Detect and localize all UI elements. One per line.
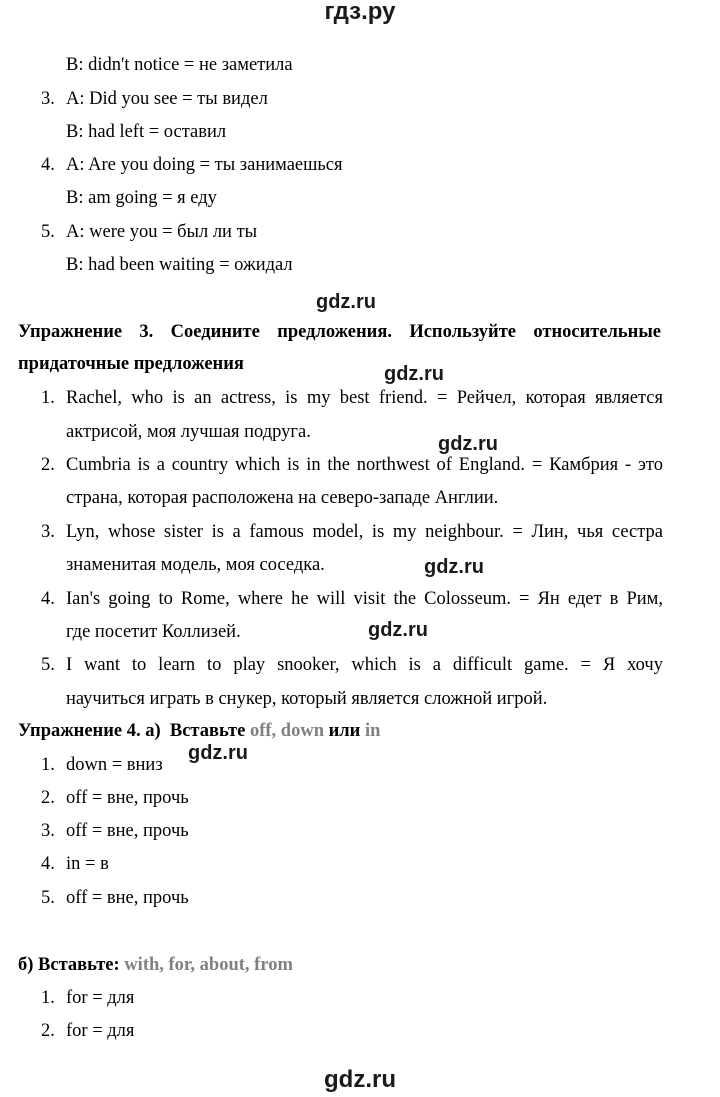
list-item: off = вне, прочь bbox=[66, 821, 189, 841]
list-item-line: знаменитая модель, моя соседка. bbox=[66, 555, 325, 575]
watermark: gdz.ru bbox=[316, 291, 376, 313]
list-item: for = для bbox=[66, 1021, 135, 1041]
list-item-prev-a-5: A: were you = был ли ты bbox=[66, 222, 258, 242]
exercise-3-heading: Упражнение 3. Соедините предложения. Используйте относительные bbox=[18, 322, 661, 342]
list-item-prev-b-2: B: didn't notice = не заметила bbox=[66, 55, 293, 75]
list-number-prev-4: 4. bbox=[41, 155, 55, 175]
list-item-line: где посетит Коллизей. bbox=[66, 622, 241, 642]
site-header: гдз.ру bbox=[324, 0, 396, 25]
list-number-prev-5: 5. bbox=[41, 222, 55, 242]
list-number: 1. bbox=[41, 755, 55, 775]
list-number: 2. bbox=[41, 1021, 55, 1041]
list-number: 5. bbox=[41, 888, 55, 908]
list-item-line: Ian's going to Rome, where he will visit the Colosseum. = Ян едет в Рим, bbox=[66, 589, 663, 609]
list-number: 2. bbox=[41, 788, 55, 808]
list-item-line: актрисой, моя лучшая подруга. bbox=[66, 422, 311, 442]
list-number: 2. bbox=[41, 455, 55, 475]
list-item: in = в bbox=[66, 854, 109, 874]
list-item: off = вне, прочь bbox=[66, 888, 189, 908]
watermark: gdz.ru bbox=[188, 742, 248, 764]
list-item-prev-b-4: B: am going = я еду bbox=[66, 188, 217, 208]
watermark: gdz.ru bbox=[424, 556, 484, 578]
list-number: 3. bbox=[41, 522, 55, 542]
heading-highlight: off, down bbox=[249, 721, 324, 741]
list-number: 1. bbox=[41, 988, 55, 1008]
list-item-line: Rachel, who is an actress, is my best friend. = Рейчел, которая является bbox=[66, 388, 663, 408]
heading-prefix: б) Вставьте: bbox=[18, 955, 125, 975]
exercise-3-heading-cont: придаточные предложения bbox=[18, 354, 244, 374]
list-item-prev-b-3: B: had left = оставил bbox=[66, 122, 227, 142]
list-number: 1. bbox=[41, 388, 55, 408]
list-number: 4. bbox=[41, 589, 55, 609]
list-number: 5. bbox=[41, 655, 55, 675]
heading-highlight: in bbox=[364, 721, 381, 741]
exercise-4b-heading bbox=[18, 954, 293, 976]
list-item-prev-a-4: A: Are you doing = ты занимаешься bbox=[66, 155, 343, 175]
list-item-line: страна, которая расположена на северо-западе Англии. bbox=[66, 488, 499, 508]
list-item-line: научиться играть в снукер, который является сложной игрой. bbox=[66, 689, 548, 709]
list-item-line: Cumbria is a country which is in the northwest of England. = Камбрия - это bbox=[66, 455, 663, 475]
watermark: gdz.ru bbox=[368, 619, 428, 641]
list-item-prev-b-5: B: had been waiting = ожидал bbox=[66, 255, 293, 275]
watermark: gdz.ru bbox=[384, 363, 444, 385]
list-item-line: Lyn, whose sister is a famous model, is my neighbour. = Лин, чья сестра bbox=[66, 522, 663, 542]
heading-prefix: Упражнение 4. а) Вставьте bbox=[18, 721, 250, 741]
list-number-prev-3: 3. bbox=[41, 89, 55, 109]
list-item-line: I want to learn to play snooker, which is a difficult game. = Я хочу bbox=[66, 655, 663, 675]
watermark-footer: gdz.ru bbox=[324, 1066, 396, 1093]
list-item: off = вне, прочь bbox=[66, 788, 189, 808]
list-item: for = для bbox=[66, 988, 135, 1008]
list-item: down = вниз bbox=[66, 755, 163, 775]
list-number: 3. bbox=[41, 821, 55, 841]
exercise-4a-heading bbox=[18, 720, 380, 742]
watermark: gdz.ru bbox=[438, 433, 498, 455]
heading-mid: или bbox=[323, 721, 365, 741]
list-item-prev-a-3: A: Did you see = ты видел bbox=[66, 89, 268, 109]
list-number: 4. bbox=[41, 854, 55, 874]
heading-highlight: with, for, about, from bbox=[124, 955, 293, 975]
